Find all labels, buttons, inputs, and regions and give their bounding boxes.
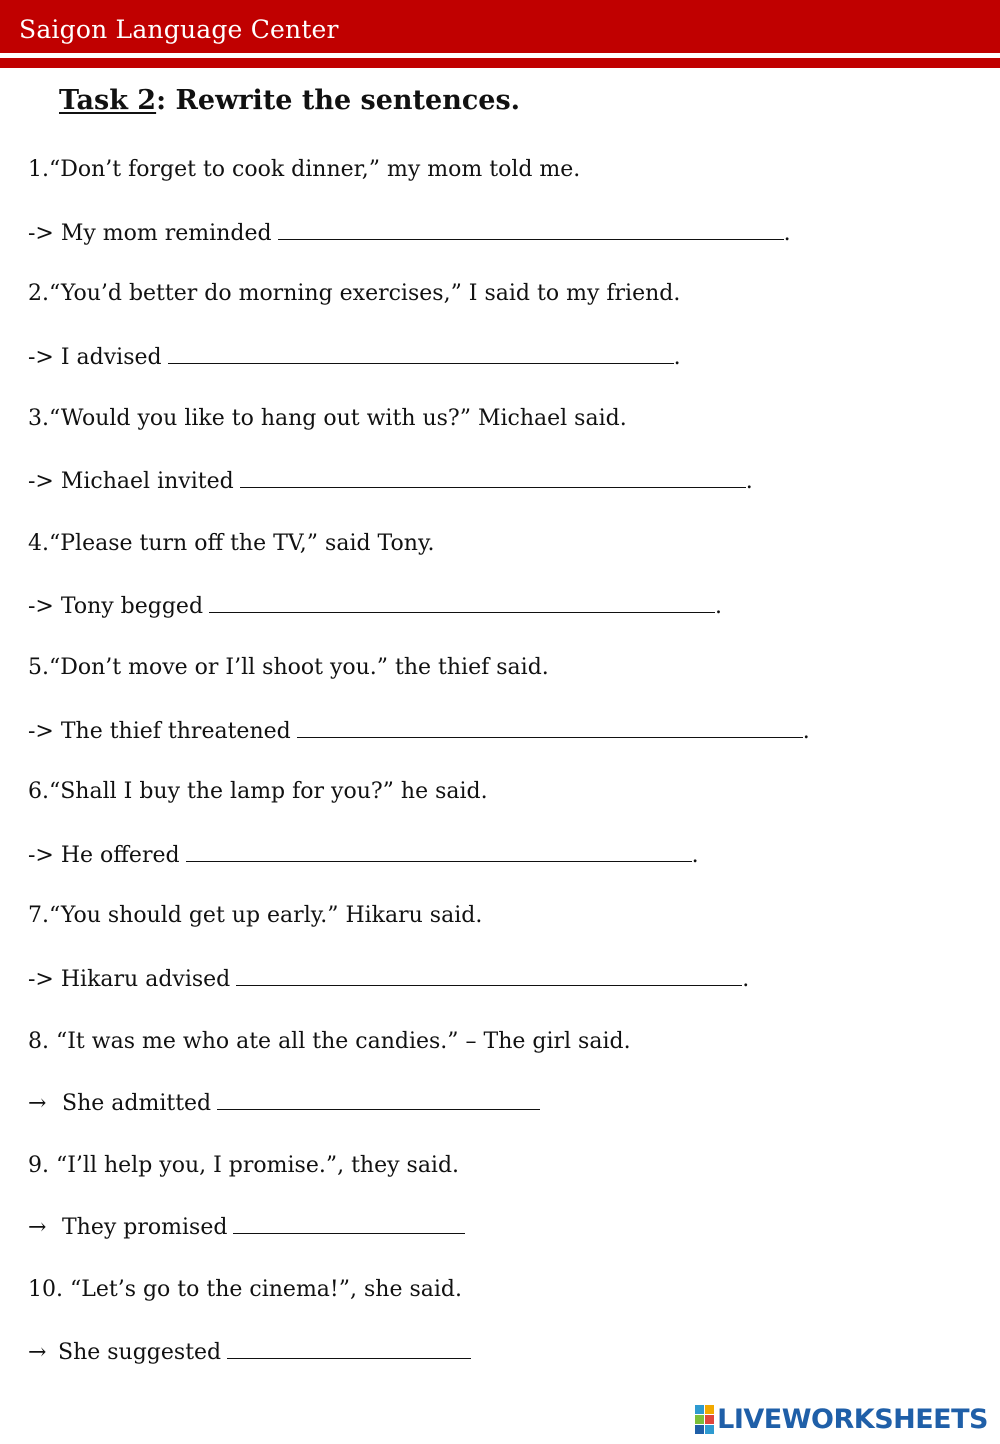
item-10-prompt: 10. “Let’s go to the cinema!”, she said. bbox=[28, 1277, 462, 1302]
item-3-lead: -> Michael invited bbox=[28, 469, 234, 494]
item-5-prompt: 5.“Don’t move or I’ll shoot you.” the thief said. bbox=[28, 655, 549, 680]
item-4-answer-blank[interactable] bbox=[209, 592, 715, 613]
header-title: Saigon Language Center bbox=[19, 15, 339, 44]
item-6-end: . bbox=[691, 843, 699, 868]
item-6-answer bbox=[28, 841, 699, 870]
liveworksheets-logo bbox=[695, 1401, 988, 1437]
item-10-lead: She suggested bbox=[58, 1340, 222, 1365]
item-8-prompt: 8. “It was me who ate all the candies.” – The girl said. bbox=[28, 1029, 631, 1054]
item-7-end: . bbox=[742, 967, 750, 992]
item-7-answer bbox=[28, 965, 749, 994]
item-5-end: . bbox=[802, 719, 810, 744]
item-2-end: . bbox=[673, 345, 681, 370]
item-5-answer bbox=[28, 717, 810, 746]
item-9-answer-blank[interactable] bbox=[233, 1213, 465, 1234]
header-stripe bbox=[0, 58, 1000, 68]
item-6-lead: -> He offered bbox=[28, 843, 180, 868]
arrow-icon: → bbox=[28, 1340, 47, 1365]
header-band bbox=[0, 0, 1000, 53]
item-2-lead: -> I advised bbox=[28, 345, 162, 370]
item-6-answer-blank[interactable] bbox=[186, 841, 692, 862]
task-instruction: : Rewrite the sentences. bbox=[156, 85, 521, 116]
item-3-answer-blank[interactable] bbox=[240, 467, 746, 488]
item-3-answer bbox=[28, 467, 753, 496]
item-8-lead: She admitted bbox=[62, 1091, 212, 1116]
arrow-icon: → bbox=[28, 1215, 47, 1240]
item-2-prompt: 2.“You’d better do morning exercises,” I said to my friend. bbox=[28, 281, 681, 306]
item-9-answer bbox=[28, 1213, 465, 1242]
item-4-lead: -> Tony begged bbox=[28, 594, 204, 619]
item-1-answer bbox=[28, 219, 791, 248]
item-3-prompt: 3.“Would you like to hang out with us?” Michael said. bbox=[28, 406, 627, 431]
item-9-prompt: 9. “I’ll help you, I promise.”, they said. bbox=[28, 1153, 460, 1178]
item-2-answer-blank[interactable] bbox=[168, 343, 674, 364]
item-8-answer-blank[interactable] bbox=[217, 1089, 540, 1110]
task-title bbox=[59, 85, 520, 116]
item-1-answer-blank[interactable] bbox=[278, 219, 784, 240]
item-5-lead: -> The thief threatened bbox=[28, 719, 291, 744]
item-4-prompt: 4.“Please turn off the TV,” said Tony. bbox=[28, 531, 435, 556]
item-7-answer-blank[interactable] bbox=[236, 965, 742, 986]
item-8-answer bbox=[28, 1089, 540, 1118]
item-10-answer-blank[interactable] bbox=[227, 1338, 471, 1359]
item-3-end: . bbox=[745, 469, 753, 494]
arrow-icon: → bbox=[28, 1091, 47, 1116]
logo-text: LIVEWORKSHEETS bbox=[717, 1403, 988, 1435]
item-1-end: . bbox=[783, 221, 791, 246]
item-1-prompt: 1.“Don’t forget to cook dinner,” my mom told me. bbox=[28, 157, 581, 182]
item-7-prompt: 7.“You should get up early.” Hikaru said. bbox=[28, 903, 483, 928]
item-4-end: . bbox=[715, 594, 723, 619]
item-4-answer bbox=[28, 592, 722, 621]
item-9-lead: They promised bbox=[62, 1215, 228, 1240]
item-1-lead: -> My mom reminded bbox=[28, 221, 272, 246]
item-2-answer bbox=[28, 343, 681, 372]
liveworksheets-logo-icon bbox=[695, 1405, 714, 1434]
item-5-answer-blank[interactable] bbox=[297, 717, 803, 738]
task-label: Task 2 bbox=[59, 85, 157, 116]
item-6-prompt: 6.“Shall I buy the lamp for you?” he said. bbox=[28, 779, 488, 804]
item-10-answer bbox=[28, 1338, 471, 1367]
item-7-lead: -> Hikaru advised bbox=[28, 967, 231, 992]
